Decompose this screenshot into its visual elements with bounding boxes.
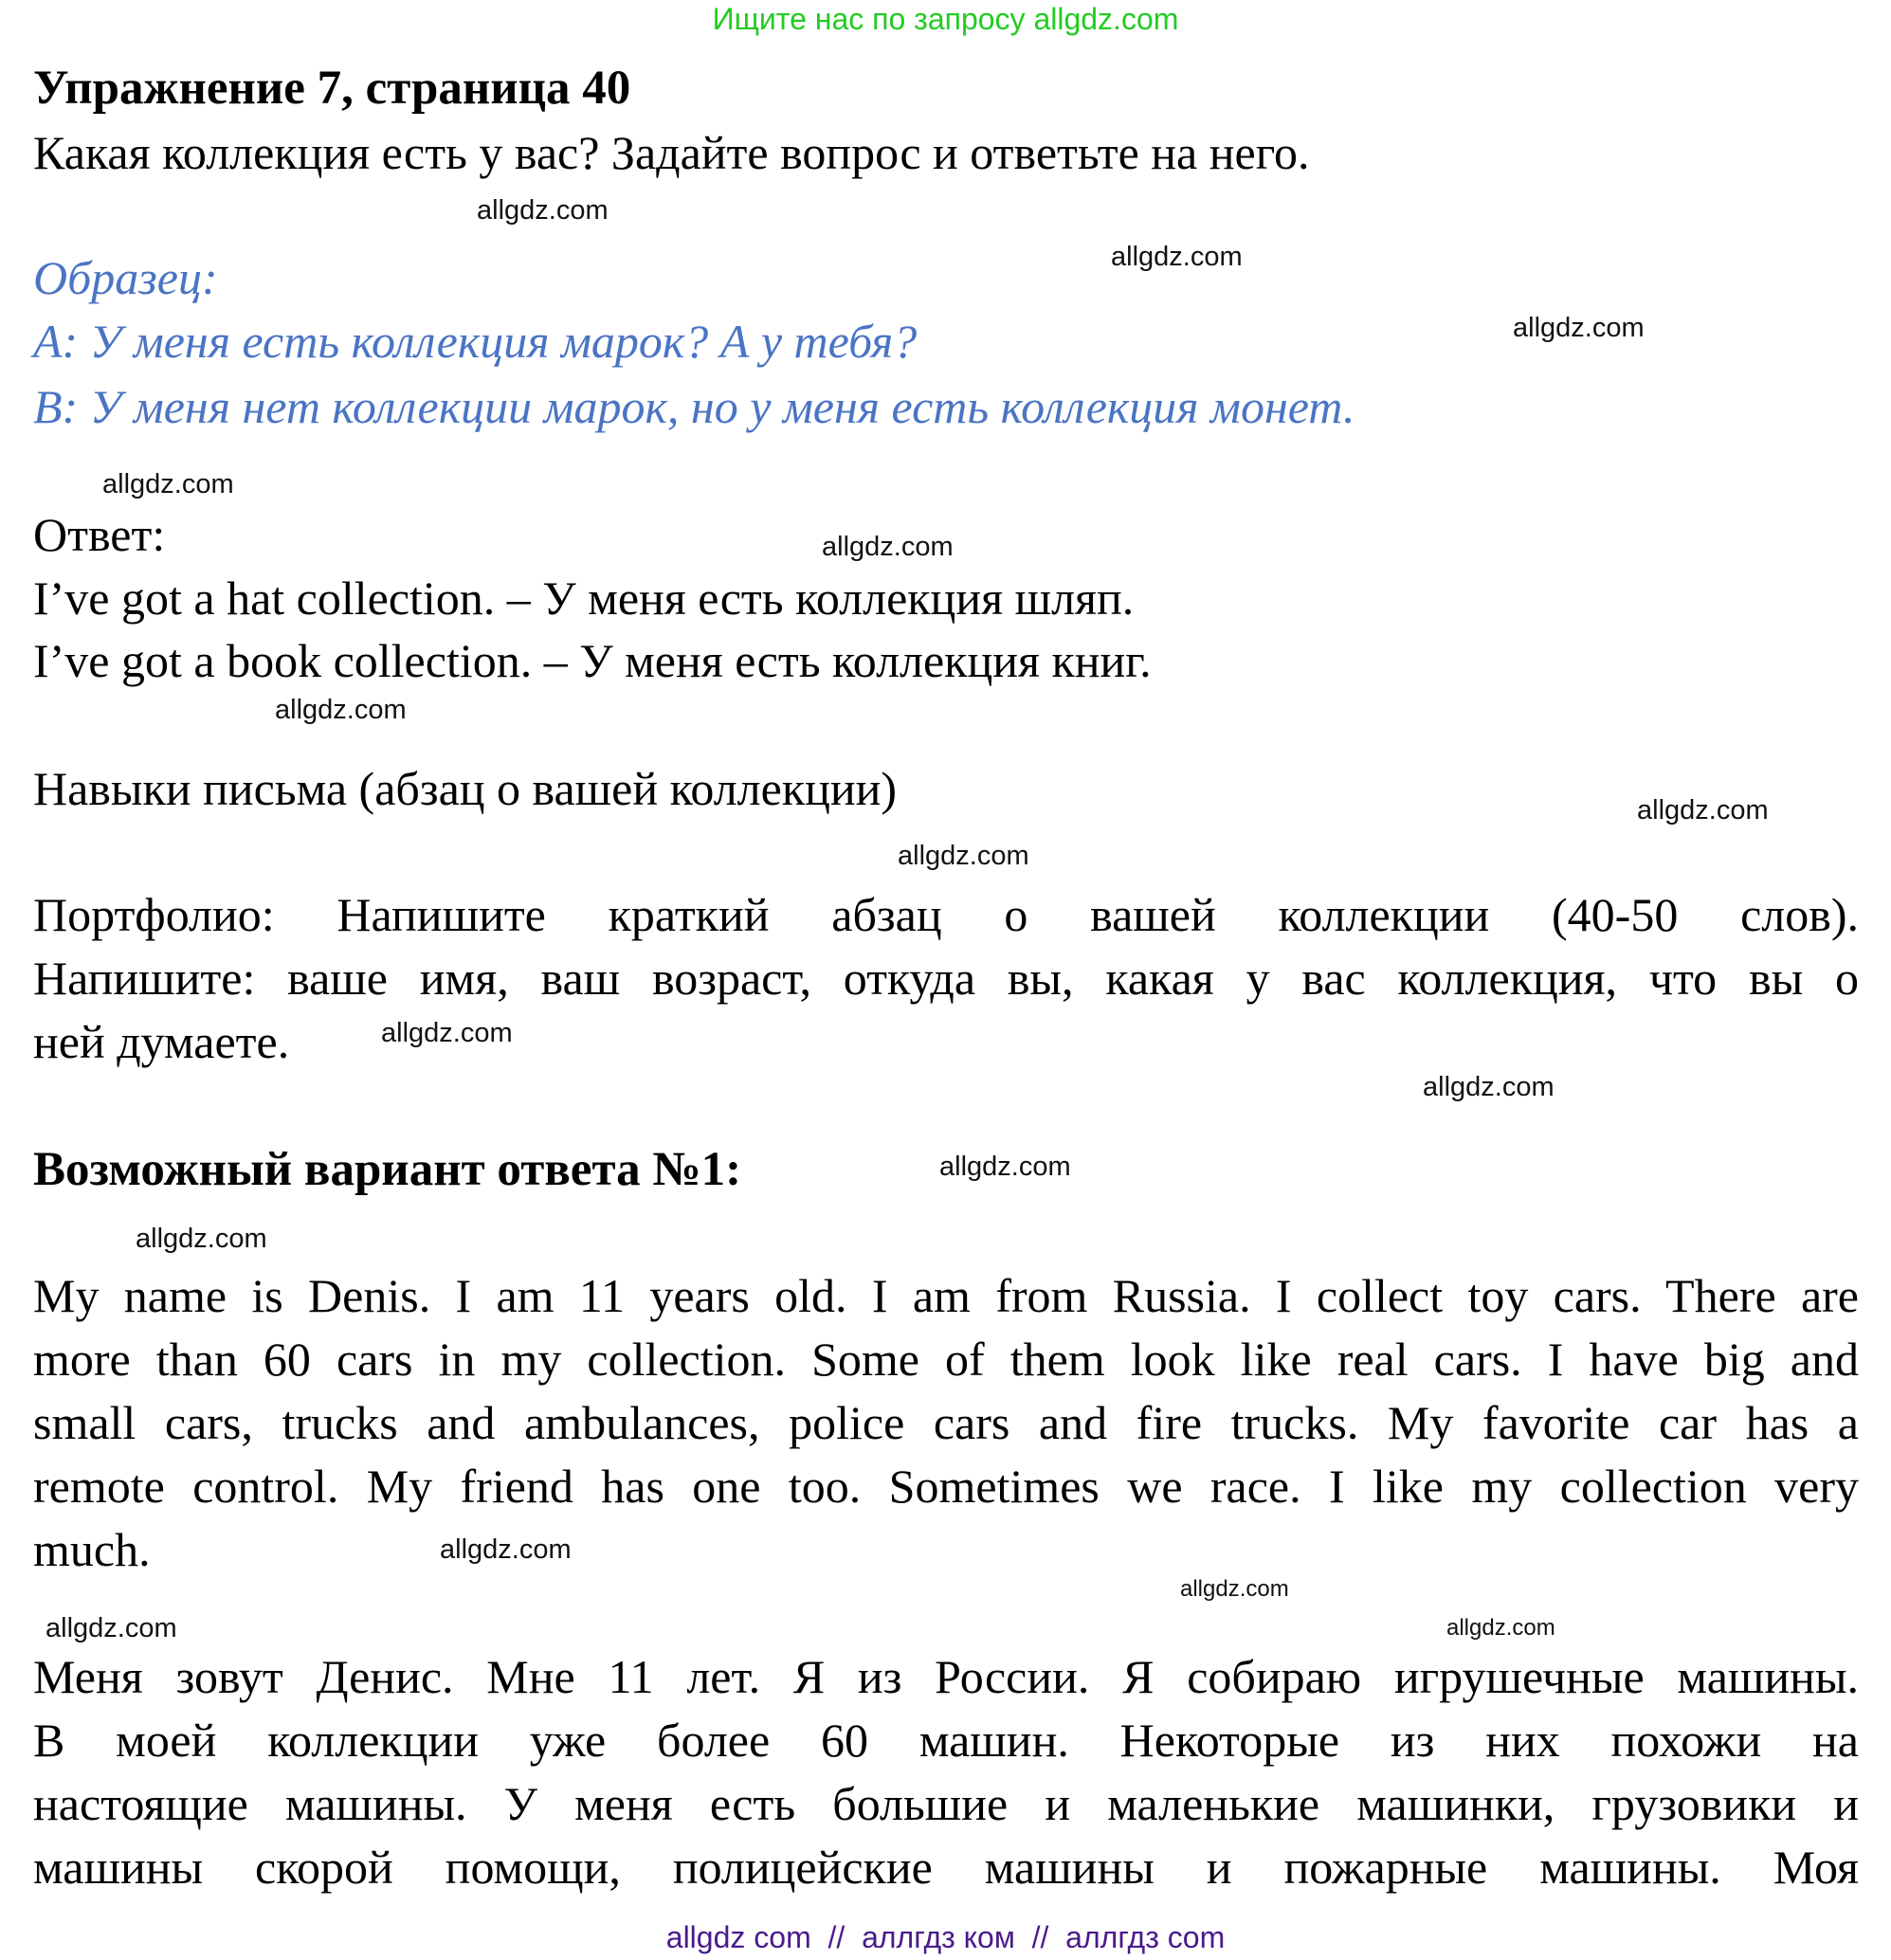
paragraph-line: В моей коллекции уже более 60 машин. Некоторые из них похожи на [33,1714,1859,1767]
watermark: allgdz.com [1423,1072,1555,1102]
answer-label: Ответ: [33,508,166,561]
task-text: Какая коллекция есть у вас? Задайте вопрос и ответьте на него. [33,126,1310,179]
watermark: allgdz.com [1637,795,1769,826]
watermark: allgdz.com [477,195,609,226]
paragraph-line: much. [33,1523,151,1576]
watermark: allgdz.com [136,1224,267,1254]
watermark: allgdz.com [1180,1576,1289,1602]
watermark: allgdz.com [45,1613,177,1643]
answer-line: I’ve got a hat collection. – У меня есть коллекция шляп. [33,572,1135,625]
paragraph-line: настоящие машины. У меня есть большие и маленькие машинки, грузовики и [33,1777,1859,1830]
watermark: allgdz.com [898,841,1029,871]
exercise-title: Упражнение 7, страница 40 [33,62,631,115]
sample-line-a: A: У меня есть коллекция марок? А у тебя? [33,315,918,368]
watermark: allgdz.com [939,1152,1071,1182]
paragraph-line: Меня зовут Денис. Мне 11 лет. Я из России. Я собираю игрушечные машины. [33,1650,1859,1703]
footer-text: allgdz com // аллгдз ком // аллгдз com [665,1920,1226,1954]
answer-line: I’ve got a book collection. – У меня есть коллекция книг. [33,634,1152,687]
paragraph-line: My name is Denis. I am 11 years old. I am from Russia. I collect toy cars. There are [33,1269,1859,1322]
variant-heading: Возможный вариант ответа №1: [33,1143,742,1196]
watermark: allgdz.com [1111,242,1243,272]
sample-label: Образец: [33,251,218,304]
english-paragraph [33,1264,1859,1582]
paragraph-line: ней думаете. [33,1015,290,1068]
russian-paragraph [33,1645,1859,1899]
watermark: allgdz.com [822,532,954,562]
watermark: allgdz.com [102,469,234,499]
watermark: allgdz.com [275,695,407,725]
paragraph-line: Напишите: ваше имя, ваш возраст, откуда вы, какая у вас коллекция, что вы о [33,952,1859,1005]
sample-line-b: B: У меня нет коллекции марок, но у меня есть коллекция монет. [33,380,1355,433]
watermark: allgdz.com [1446,1615,1555,1641]
watermark: allgdz.com [440,1534,572,1565]
portfolio-paragraph [33,883,1859,1074]
promo-banner: Ищите нас по запросу allgdz.com [712,2,1179,36]
watermark: allgdz.com [381,1018,513,1048]
paragraph-line: Портфолио: Напишите краткий абзац о вашей коллекции (40-50 слов). [33,888,1859,941]
paragraph-line: small cars, trucks and ambulances, police cars and fire trucks. My favorite car has a [33,1396,1859,1449]
paragraph-line: remote control. My friend has one too. Sometimes we race. I like my collection very [33,1460,1859,1513]
paragraph-line: машины скорой помощи, полицейские машины и пожарные машины. Моя [33,1841,1859,1894]
paragraph-line: more than 60 cars in my collection. Some of them look like real cars. I have big and [33,1333,1859,1386]
watermark: allgdz.com [1513,313,1645,343]
writing-heading: Навыки письма (абзац о вашей коллекции) [33,762,898,815]
footer-watermark [0,1918,1891,1956]
